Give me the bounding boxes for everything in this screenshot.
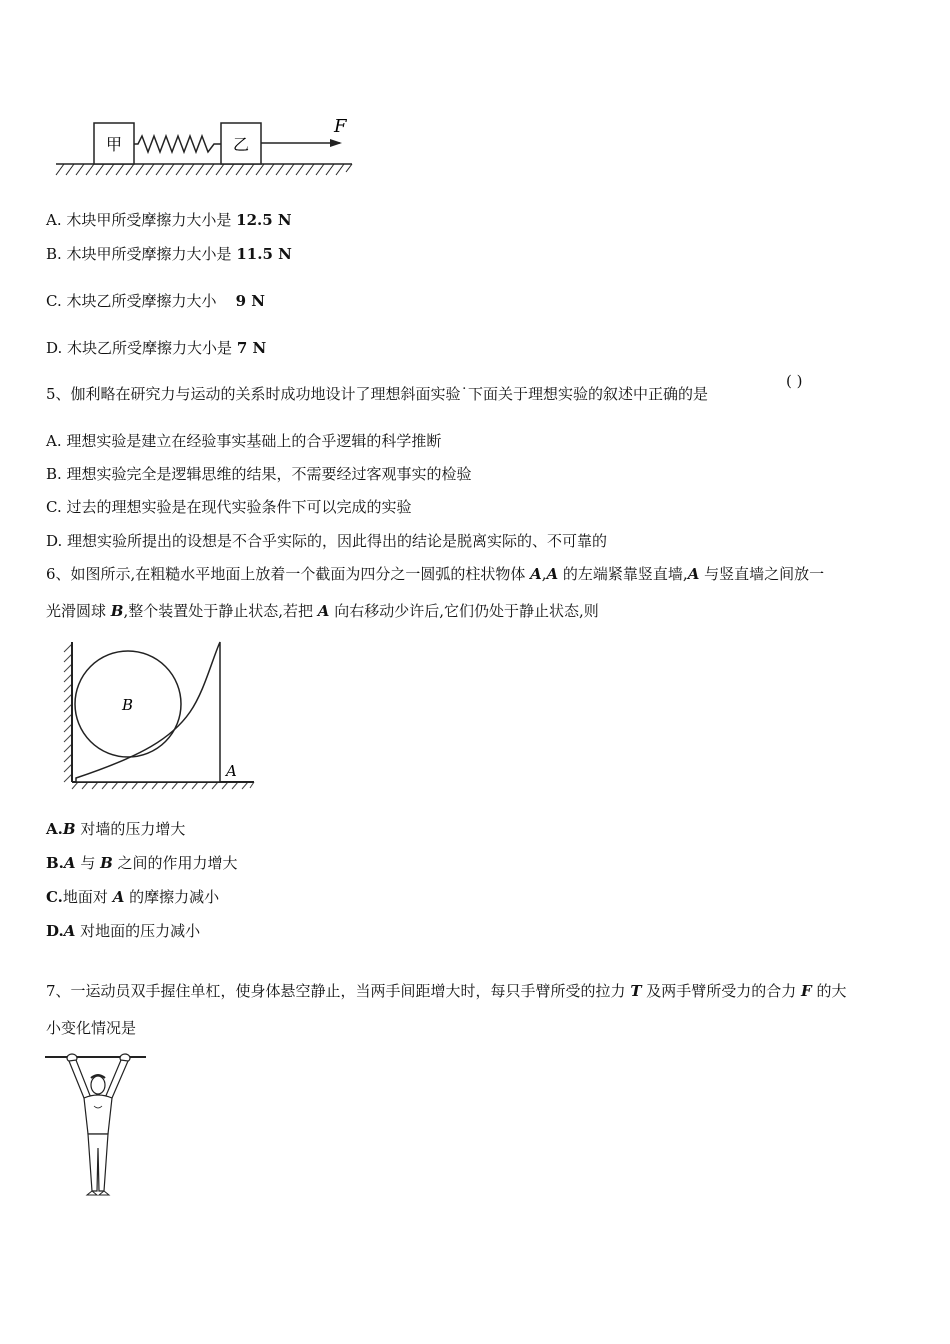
- var: A: [317, 602, 330, 620]
- q6-option-c: [46, 887, 219, 907]
- block-jia-label: 甲: [105, 135, 123, 154]
- q4-option-c: [46, 291, 265, 311]
- var: F: [801, 982, 812, 1000]
- option-value: 9 N: [235, 292, 265, 310]
- option-text: B. 木块甲所受摩擦力大小是: [46, 245, 237, 263]
- text: 向右移动少许后,它们仍处于静止状态,则: [329, 602, 599, 620]
- var: A: [530, 565, 542, 583]
- text: 光滑圆球: [46, 602, 111, 620]
- var: A: [63, 854, 76, 872]
- option-value: 11.5 N: [236, 245, 292, 263]
- text: 与: [75, 854, 101, 872]
- var: B: [110, 602, 124, 620]
- option-value: 12.5 N: [236, 211, 292, 229]
- text: 地面对: [62, 888, 113, 906]
- var: B: [62, 820, 76, 838]
- option-value: 7 N: [236, 339, 267, 357]
- block-label: A: [226, 762, 237, 780]
- q6-stem-line1: [46, 564, 824, 584]
- option-text: C. 木块乙所受摩擦力大小: [46, 292, 222, 310]
- text: 与竖直墙之间放一: [699, 565, 825, 583]
- athlete-hanging-figure: [42, 1048, 152, 1200]
- q5-option-a: A. 理想实验是建立在经验事实基础上的合乎逻辑的科学推断: [46, 432, 442, 450]
- text: 6、如图所示,在粗糙水平地面上放着一个截面为四分之一圆弧的柱状物体: [46, 565, 531, 583]
- block-yi-label: 乙: [232, 135, 250, 154]
- option-text: 对墙的压力增大: [75, 820, 186, 838]
- text: 及两手臂所受力的合力: [641, 982, 802, 1000]
- q4-option-d: [46, 338, 266, 358]
- option-text: 之间的作用力增大: [112, 854, 238, 872]
- q6-option-d: [46, 921, 200, 941]
- force-label: F: [334, 116, 347, 137]
- var: T: [630, 982, 642, 1000]
- q7-stem-line1: [46, 981, 846, 1001]
- var: A: [546, 565, 559, 583]
- text: 的大: [811, 982, 847, 1000]
- q6-option-b: [46, 853, 238, 873]
- q5-option-b: B. 理想实验完全是逻辑思维的结果，不需要经过客观事实的检验: [46, 465, 472, 483]
- var: A: [112, 888, 125, 906]
- option-label: A.: [46, 820, 63, 838]
- q5-option-d: D. 理想实验所提出的设想是不合乎实际的，因此得出的结论是脱离实际的、不可靠的: [46, 532, 608, 550]
- q5-option-c: C. 过去的理想实验是在现代实验条件下可以完成的实验: [46, 498, 412, 516]
- text: ,: [541, 565, 547, 583]
- var: B: [100, 854, 113, 872]
- answer-paren: ( ): [786, 372, 803, 390]
- q4-option-a: [46, 210, 292, 230]
- text: ,整个装置处于静止状态,若把: [123, 602, 318, 620]
- q4-option-b: [46, 244, 292, 264]
- option-text: A. 木块甲所受摩擦力大小是: [46, 211, 237, 229]
- option-label: C.: [46, 888, 63, 906]
- text: 的左端紧靠竖直墙,: [558, 565, 688, 583]
- option-text: 的摩擦力减小: [124, 888, 220, 906]
- q5-stem: 5、伽利略在研究力与运动的关系时成功地设计了理想斜面实验˙下面关于理想实验的叙述中正确的是: [46, 385, 709, 403]
- q6-stem-line2: [46, 601, 599, 621]
- var: A: [687, 565, 700, 583]
- spring-blocks-figure: [50, 112, 360, 178]
- var: A: [63, 922, 76, 940]
- ball-arc-figure: [62, 638, 262, 794]
- q6-option-a: [46, 819, 185, 839]
- option-label: B.: [46, 854, 64, 872]
- option-text: 对地面的压力减小: [75, 922, 201, 940]
- option-label: D.: [46, 922, 64, 940]
- option-text: D. 木块乙所受摩擦力大小是: [46, 339, 237, 357]
- ball-label: B: [122, 696, 134, 714]
- text: 7、一运动员双手握住单杠，使身体悬空静止，当两手间距增大时，每只手臂所受的拉力: [46, 982, 631, 1000]
- q7-stem-line2: 小变化情况是: [46, 1019, 137, 1037]
